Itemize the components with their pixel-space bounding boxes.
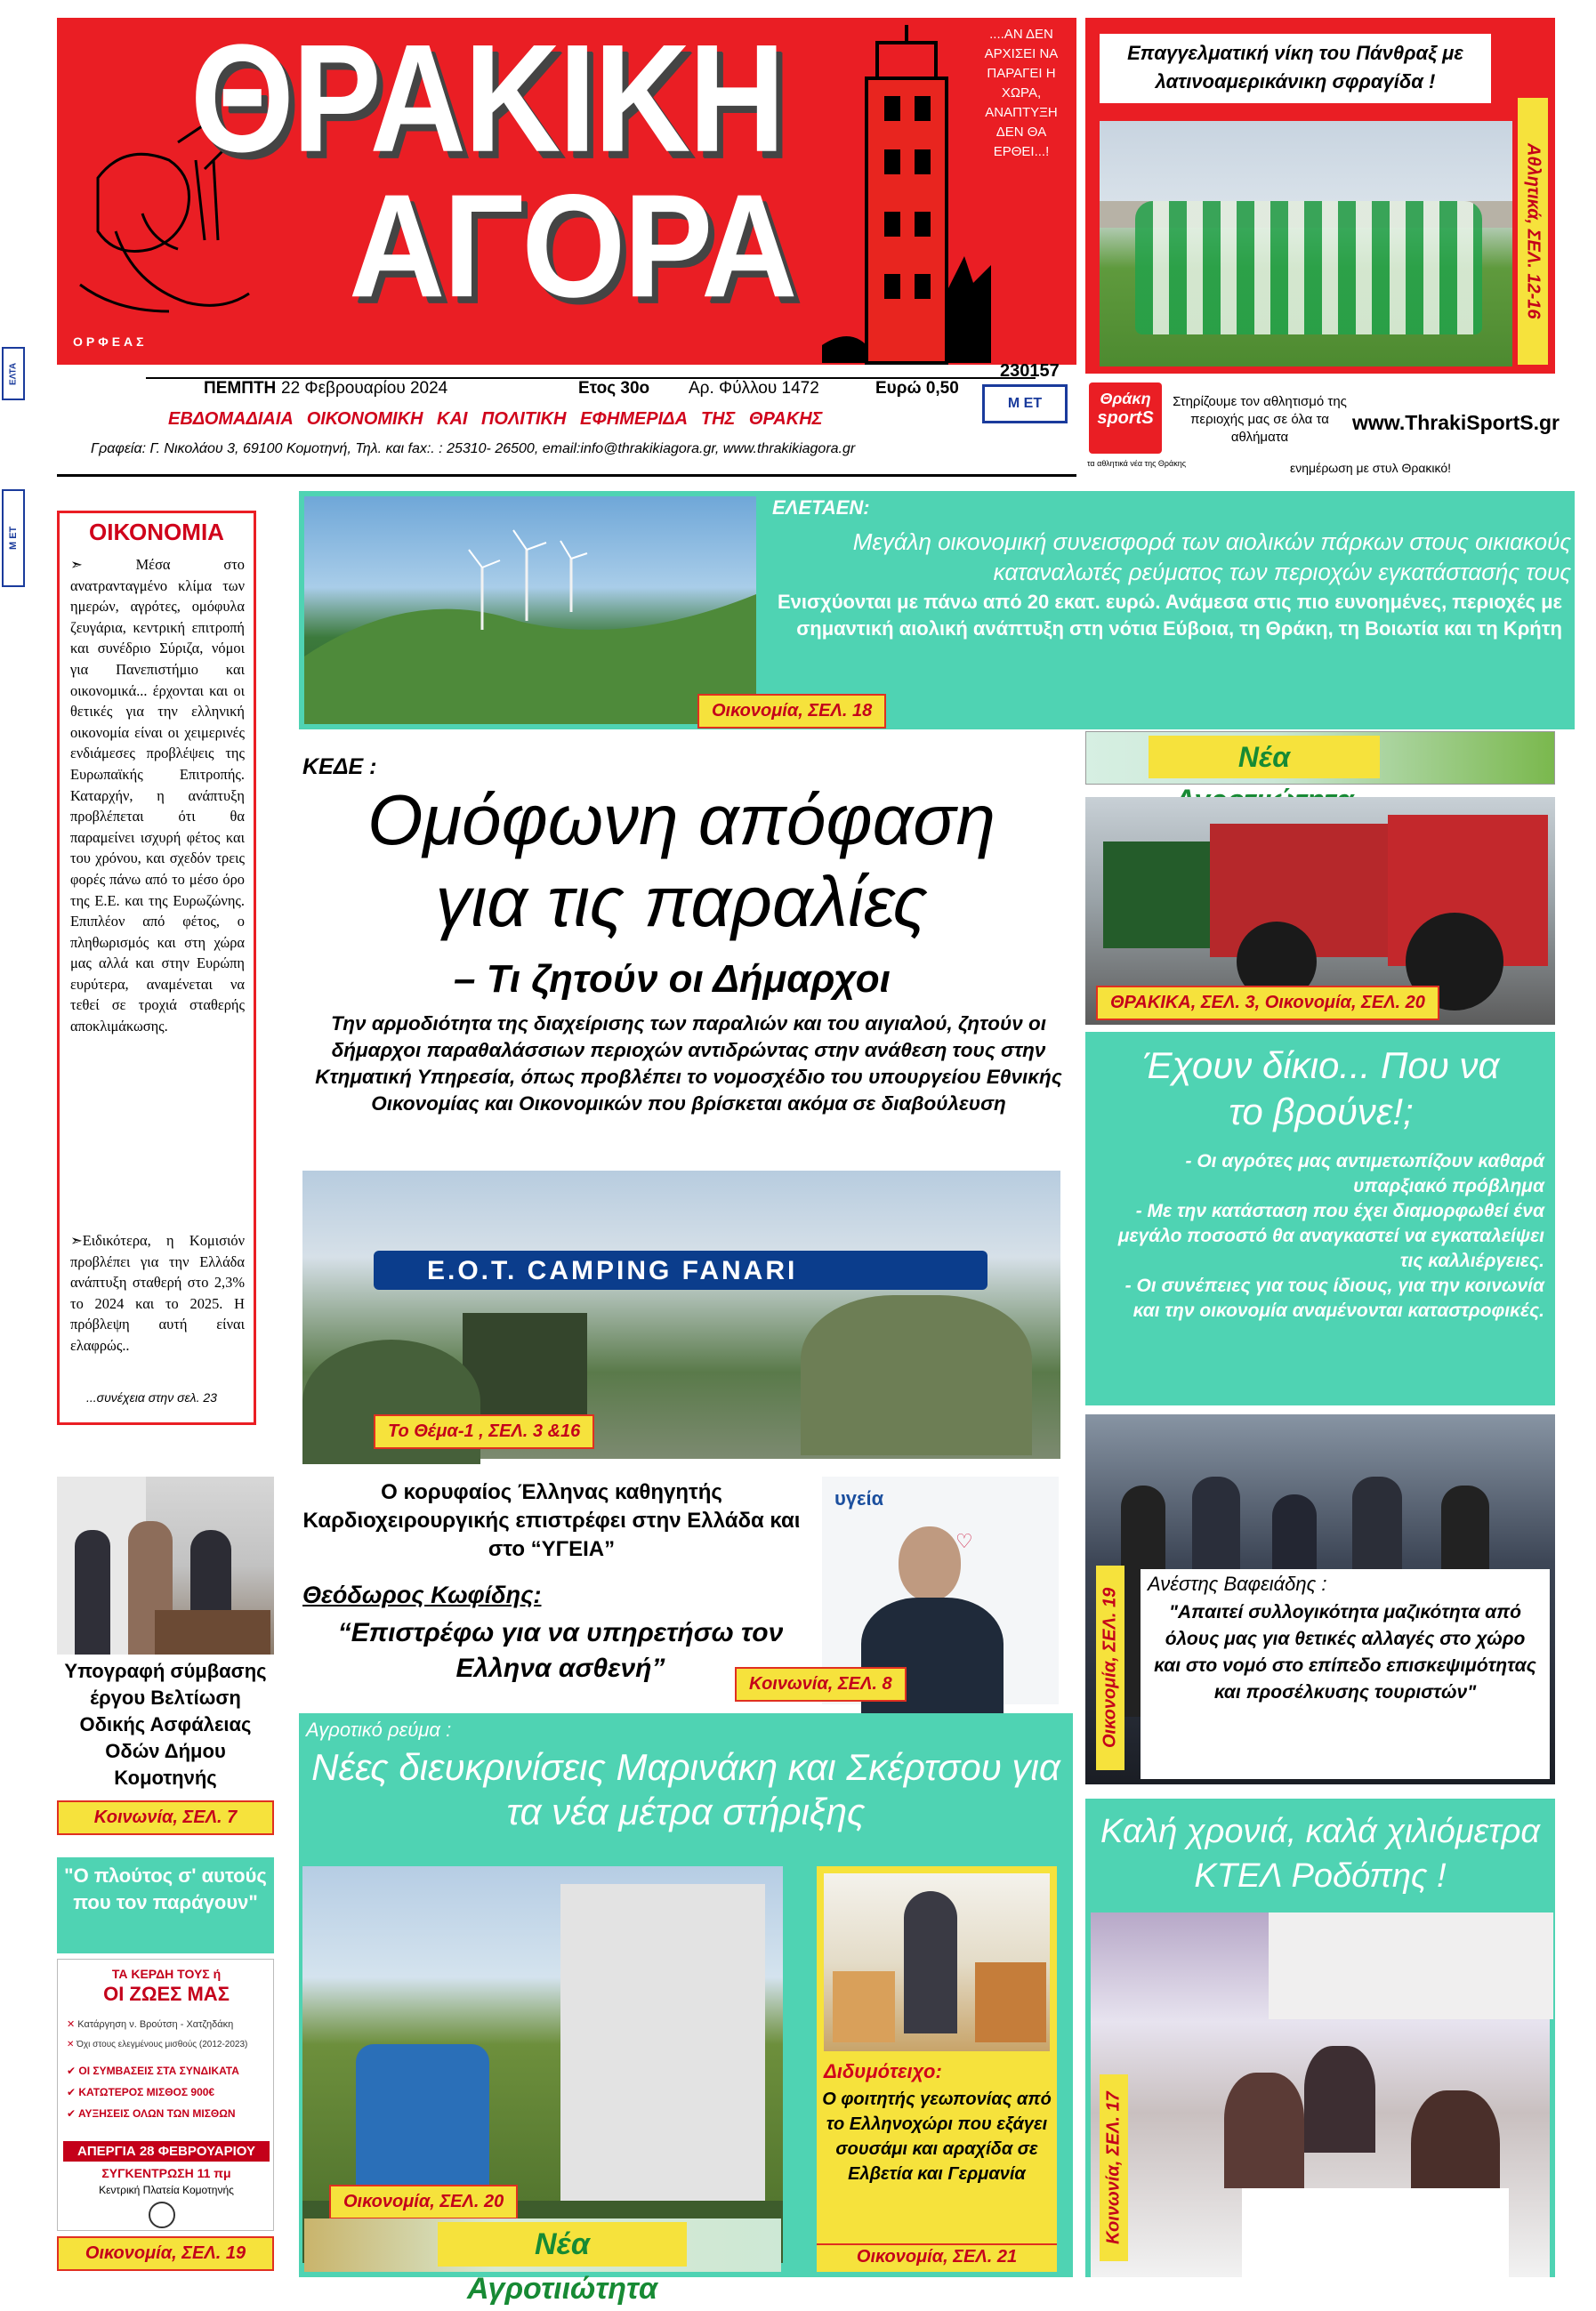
- kofidis-name: Θεόδωρος Κωφίδης:: [302, 1582, 542, 1608]
- poster-item-2: ✕ Όχι στους ελεγμένους μισθούς (2012-2023): [67, 2040, 248, 2049]
- kede-subhead: – Τι ζητούν οι Δήμαρχοι: [454, 957, 891, 1001]
- economy-column: [57, 511, 256, 1425]
- contact-address: Γραφεία: Γ. Νικολάου 3, 69100 Κομοτηνή, Τηλ. και fax:. : 25310- 26500, email:info@thrakikiagora.gr, www.thrakikiagora.gr: [91, 441, 856, 456]
- road-safety-tag[interactable]: Κοινωνία, ΣΕΛ. 7: [57, 1800, 274, 1835]
- farmers-bullet-1: - Οι αγρότες μας αντιμετωπίζουν καθαρά υπαρξιακό πρόβλημα: [1185, 1151, 1544, 1196]
- elta-mark: [2, 347, 25, 400]
- road-safety-caption: Υπογραφή σύμβασης έργου Βελτίωση Οδικής Ασφάλειας Οδών Δήμου Κομοτηνής: [64, 1660, 267, 1789]
- economy-para-2: ➣Ειδικότερα, η Κομισιόν προβλέπει για την Ελλάδα ανάπτυξη σταθερή στο 2,3% το 2024 και το 2025. Η πρόβλεψη αυτή είναι ελαφρώς..: [70, 1232, 245, 1354]
- poster-item-5: ✔ ΑΥΞΗΣΕΙΣ ΟΛΩΝ ΤΩΝ ΜΙΣΘΩΝ: [67, 2107, 236, 2120]
- kede-label: ΚΕΔΕ :: [302, 754, 377, 779]
- farmers-photo-tag[interactable]: ΘΡΑΚΙΚΑ, ΣΕΛ. 3, Οικονομία, ΣΕΛ. 20: [1096, 986, 1439, 1020]
- kofidis-quote: “Επιστρέφω για να υπηρετήσω τον Ελληνα ασθενή”: [337, 1618, 784, 1683]
- eletaen-tag[interactable]: Οικονομία, ΣΕΛ. 18: [697, 694, 886, 729]
- masthead-title-line2: ΑΓΟΡΑ: [349, 163, 796, 328]
- football-team-photo: [1100, 121, 1512, 366]
- agro-power-label: Αγροτικό ρεύμα :: [306, 1719, 452, 1741]
- info-bar: [57, 361, 1076, 477]
- thrakisports-logo-small: τα αθλητικά νέα της Θράκης: [1087, 459, 1187, 468]
- poster-item-3-text: ΟΙ ΣΥΜΒΑΣΕΙΣ ΣΤΑ ΣΥΝΔΙΚΑΤΑ: [78, 2065, 239, 2077]
- wealth-quote: "Ο πλούτος σ' αυτούς που τον παράγουν": [57, 1857, 274, 1953]
- thrakisports-logo-line1: Θράκη: [1100, 390, 1151, 407]
- poster-item-3: ✔ ΟΙ ΣΥΜΒΑΣΕΙΣ ΣΤΑ ΣΥΝΔΙΚΑΤΑ: [67, 2065, 239, 2077]
- met-logo-text: Μ ET: [1007, 396, 1043, 411]
- agro-banner-top: [1085, 731, 1555, 785]
- issue-day: ΠΕΜΠΤΗ: [204, 379, 277, 398]
- wind-farm-photo: [304, 496, 756, 724]
- farmers-bullet-2: - Με την κατάσταση που έχει διαμορφωθεί ένα μεγάλο ποσοστό θα αναγκαστεί να εγκαταλείψει τις καλλιέργειες.: [1117, 1201, 1544, 1271]
- didymoteicho-label: Διδυμότειχο:: [824, 2060, 942, 2082]
- ygeia-logo-icon: ♡: [955, 1530, 973, 1552]
- thrakisports-url: www.ThrakiSportS.gr: [1352, 411, 1560, 434]
- wealth-box: [57, 1857, 274, 2274]
- vafeiadis-box: [1085, 1414, 1555, 1784]
- agro-power-tag[interactable]: Οικονομία, ΣΕΛ. 20: [329, 2185, 518, 2219]
- issue-year: Ετος 30ο: [578, 379, 650, 398]
- strike-time: ΣΥΓΚΕΝΤΡΩΣΗ 11 πμ: [101, 2166, 231, 2180]
- agro-banner-top-text: Νέα: [1149, 736, 1380, 778]
- met-side-mark-text: Μ ΕΤ: [8, 526, 19, 551]
- poster-item-5-text: ΑΥΞΗΣΕΙΣ ΟΛΩΝ ΤΩΝ ΜΙΣΘΩΝ: [77, 2107, 236, 2120]
- thrakisports-ad-text: Στηρίζουμε τον αθλητισμό της περιοχής μας σε όλα τα αθλήματα: [1173, 394, 1347, 445]
- thrakisports-ad: [1085, 374, 1560, 482]
- sports-vertical-tag: Αθλητικά, ΣΕΛ. 12-16: [1518, 98, 1548, 365]
- met-logo: [982, 384, 1068, 423]
- eletaen-label: ΕΛΕΤΑΕΝ:: [772, 496, 870, 519]
- didymoteicho-text: Ο φοιτητής γεωπονίας από το Ελληνοχώρι που εξάγει σουσάμι και αραχίδα σε Ελβετία και Γερμανία: [822, 2090, 1052, 2184]
- ktel-vertical-tag[interactable]: Κοινωνία, ΣΕΛ. 17: [1100, 2074, 1128, 2261]
- economy-para-1: ➣ Μέσα στο ανατρανταγμένο κλίμα των ημερών, αγρότες, ομόφυλα ζευγάρια, κεντρική επιτροπή και συνέδριο Σύριζα, νόμοι για Πανεπιστήμιο και οικονομικά... έρχονται και οι θετικές για την ελληνική οικονομία είναι οι χειμερινές ενδιάμεσες προβλέψεις της Ευρωπαϊκής Επιτροπής. Καταρχήν, η ανάπτυξη προβλέπεται ότι θα παραμείνει ισχυρή φέτος και του χρόνου, και σχεδόν τρεις φορές πάνω από το μέσο όρο της Ε.Ε. και της Ευρωζώνης. Επιπλέον από φέτος, ο πληθωρισμός και στη χώρα μας αλλά και στην Ευρώπη ευρύτερα, αναμένεται να τεθεί σε τροχιά σταθερής αποκλιμάκωσης.: [70, 556, 245, 1035]
- kede-headline-1: Ομόφωνη απόφαση: [367, 780, 995, 859]
- didymoteicho-photo: [824, 1873, 1050, 2051]
- elta-mark-text: ΕΛΤΑ: [8, 362, 19, 385]
- camping-sign: E.O.T. CAMPING FANARI: [427, 1256, 798, 1285]
- thrakisports-logo: [1089, 382, 1162, 454]
- didymoteicho-box: [817, 1866, 1057, 2272]
- orpheus-caption: ΟΡΦΕΑΣ: [73, 334, 148, 349]
- eletaen-headline: Μεγάλη οικονομική συνεισφορά των αιολικών πάρκων στους οικιακούς καταναλωτές ρεύματος των περιοχών εγκατάστασής τους: [852, 528, 1571, 585]
- poster-item-1-text: Κατάργηση ν. Βρούτση - Χατζηδάκη: [77, 2019, 234, 2030]
- strike-poster: [57, 1959, 274, 2231]
- didymoteicho-tag[interactable]: Οικονομία, ΣΕΛ. 21: [817, 2243, 1057, 2267]
- agro-power-headline: Νέες διευκρινίσεις Μαρινάκη και Σκέρτσου για τα νέα μέτρα στήριξης: [311, 1746, 1060, 1832]
- poster-title: ΤΑ ΚΕΡΔΗ ΤΟΥΣ ή: [111, 1967, 222, 1981]
- tagline: ΕΒΔΟΜΑΔΙΑΙΑ ΟΙΚΟΝΟΜΙΚΗ ΚΑΙ ΠΟΛΙΤΙΚΗ ΕΦΗΜΕΡΙΔΑ ΤΗΣ ΘΡΑΚΗΣ: [168, 409, 823, 429]
- vafeiadis-name: Ανέστης Βαφειάδης :: [1148, 1573, 1327, 1595]
- poster-item-1: ✕ Κατάργηση ν. Βρούτση - Χατζηδάκη: [67, 2019, 234, 2030]
- ktel-dinner-photo: [1091, 1912, 1550, 2277]
- vafeiadis-text-box: [1141, 1569, 1550, 1779]
- thrakisports-logo-line2: sportS: [1097, 408, 1154, 428]
- wealth-tag[interactable]: Οικονομία, ΣΕΛ. 19: [57, 2236, 274, 2271]
- economy-continued-link[interactable]: ...συνέχεια στην σελ. 23: [86, 1390, 217, 1405]
- masthead-title-line1: ΘΡΑΚΙΚΗ: [190, 12, 784, 184]
- issue-number: Αρ. Φύλλου 1472: [689, 379, 819, 398]
- poster-item-4-text: ΚΑΤΩΤΕΡΟΣ ΜΙΣΘΟΣ 900€: [78, 2086, 215, 2098]
- poster-logo: [149, 2202, 175, 2228]
- agro-power-banner-text: Νέα Αγροτιιώτητα: [438, 2222, 687, 2267]
- ktel-headline: Καλή χρονιά, καλά χιλιόμετρα ΚΤΕΛ Ροδόπης !: [1100, 1813, 1541, 1895]
- issue-date: 22 Φεβρουαρίου 2024: [281, 379, 448, 398]
- poster-title-2: ΟΙ ΖΩΕΣ ΜΑΣ: [103, 1983, 230, 2005]
- thrakisports-ad-bottom: ενημέρωση με στυλ Θρακικό!: [1290, 461, 1452, 475]
- ktel-box: [1085, 1799, 1555, 2277]
- eletaen-box: [299, 491, 1575, 729]
- kede-body: Την αρμοδιότητα της διαχείρισης των παραλιών και του αιγιαλού, ζητούν οι δήμαρχοι παραθαλάσσιων περιοχών αντιδρώντας στην ανάθεση τους στην Κτηματική Υπηρεσία, όπως προβλέπει το νομοσχέδιο του υπουργείου Εθνικής Οικονομίας και Οικονομικών που βρίσκεται ακόμα σε διαβούλευση: [315, 1012, 1062, 1115]
- poster-item-2-text: Όχι στους ελεγμένους μισθούς (2012-2023): [77, 2040, 248, 2049]
- agro-power-banner: [304, 2218, 781, 2306]
- issue-price: Ευρώ 0,50: [875, 379, 959, 398]
- eletaen-subtext: Ενισχύονται με πάνω από 20 εκατ. ευρώ. Ανάμεσα στις πιο ευνοημένες, περιοχές με σημαντική αιολική ανάπτυξη στη νότια Εύβοια, τη Θράκη, τη Βοιωτία και τη Κρήτη: [777, 591, 1562, 640]
- sports-headline: Επαγγελματική νίκη του Πάνθραξ με λατινοαμερικάνικη σφραγίδα !: [1100, 34, 1491, 103]
- kede-headline-2: για τις παραλίες: [435, 862, 928, 941]
- farmers-box: [1085, 1032, 1555, 1405]
- kede-tag[interactable]: Το Θέμα-1 , ΣΕΛ. 3 &16: [374, 1414, 594, 1449]
- economy-heading: ΟΙΚΟΝΟΜΙΑ: [89, 519, 224, 545]
- agro-power-box: [299, 1713, 1073, 2306]
- farmers-bullet-3: - Οι συνέπειες για τους ίδιους, για την κοινωνία και την οικονομία αναμένονται καταστροφικές.: [1124, 1276, 1544, 1321]
- strike-place: Κεντρική Πλατεία Κομοτηνής: [99, 2184, 234, 2196]
- kofidis-intro: Ο κορυφαίος Έλληνας καθηγητής Καρδιοχειρουργικής επιστρέφει στην Ελλάδα και στο “ΥΓΕΙΑ”: [302, 1480, 801, 1561]
- farmers-headline: Έχουν δίκιο... Που να το βρούνε!;: [1142, 1044, 1500, 1132]
- met-side-mark: [2, 489, 25, 587]
- masthead: [57, 12, 1076, 365]
- masthead-slogan: ....ΑΝ ΔΕΝ ΑΡΧΙΣΕΙ ΝΑ ΠΑΡΑΓΕΙ Η ΧΩΡΑ, ΑΝΑΠΤΥΞΗ ΔΕΝ ΘΑ ΕΡΘΕΙ...!: [984, 27, 1059, 159]
- road-safety-photo: [57, 1477, 274, 1655]
- kofidis-tag[interactable]: Κοινωνία, ΣΕΛ. 8: [735, 1667, 907, 1702]
- issue-code: 230157: [1000, 361, 1060, 381]
- strike-date: ΑΠΕΡΓΙΑ 28 ΦΕΒΡΟΥΑΡΙΟΥ: [63, 2141, 270, 2162]
- sports-box: [1085, 18, 1560, 482]
- vafeiadis-vertical-tag[interactable]: Οικονομία, ΣΕΛ. 19: [1096, 1566, 1124, 1770]
- clock-tower-illustration: [822, 25, 991, 363]
- vafeiadis-quote: "Απαιτεί συλλογικότητα μαζικότητα από όλους μας για θετικές αλλαγές στο χώρο και στο νομό στο επίπεδο επισκεψιμότητας και προσέλκυσης τουριστών": [1154, 1602, 1536, 1703]
- poster-item-4: ✔ ΚΑΤΩΤΕΡΟΣ ΜΙΣΘΟΣ 900€: [67, 2086, 215, 2098]
- ygeia-logo: υγεία: [834, 1487, 884, 1510]
